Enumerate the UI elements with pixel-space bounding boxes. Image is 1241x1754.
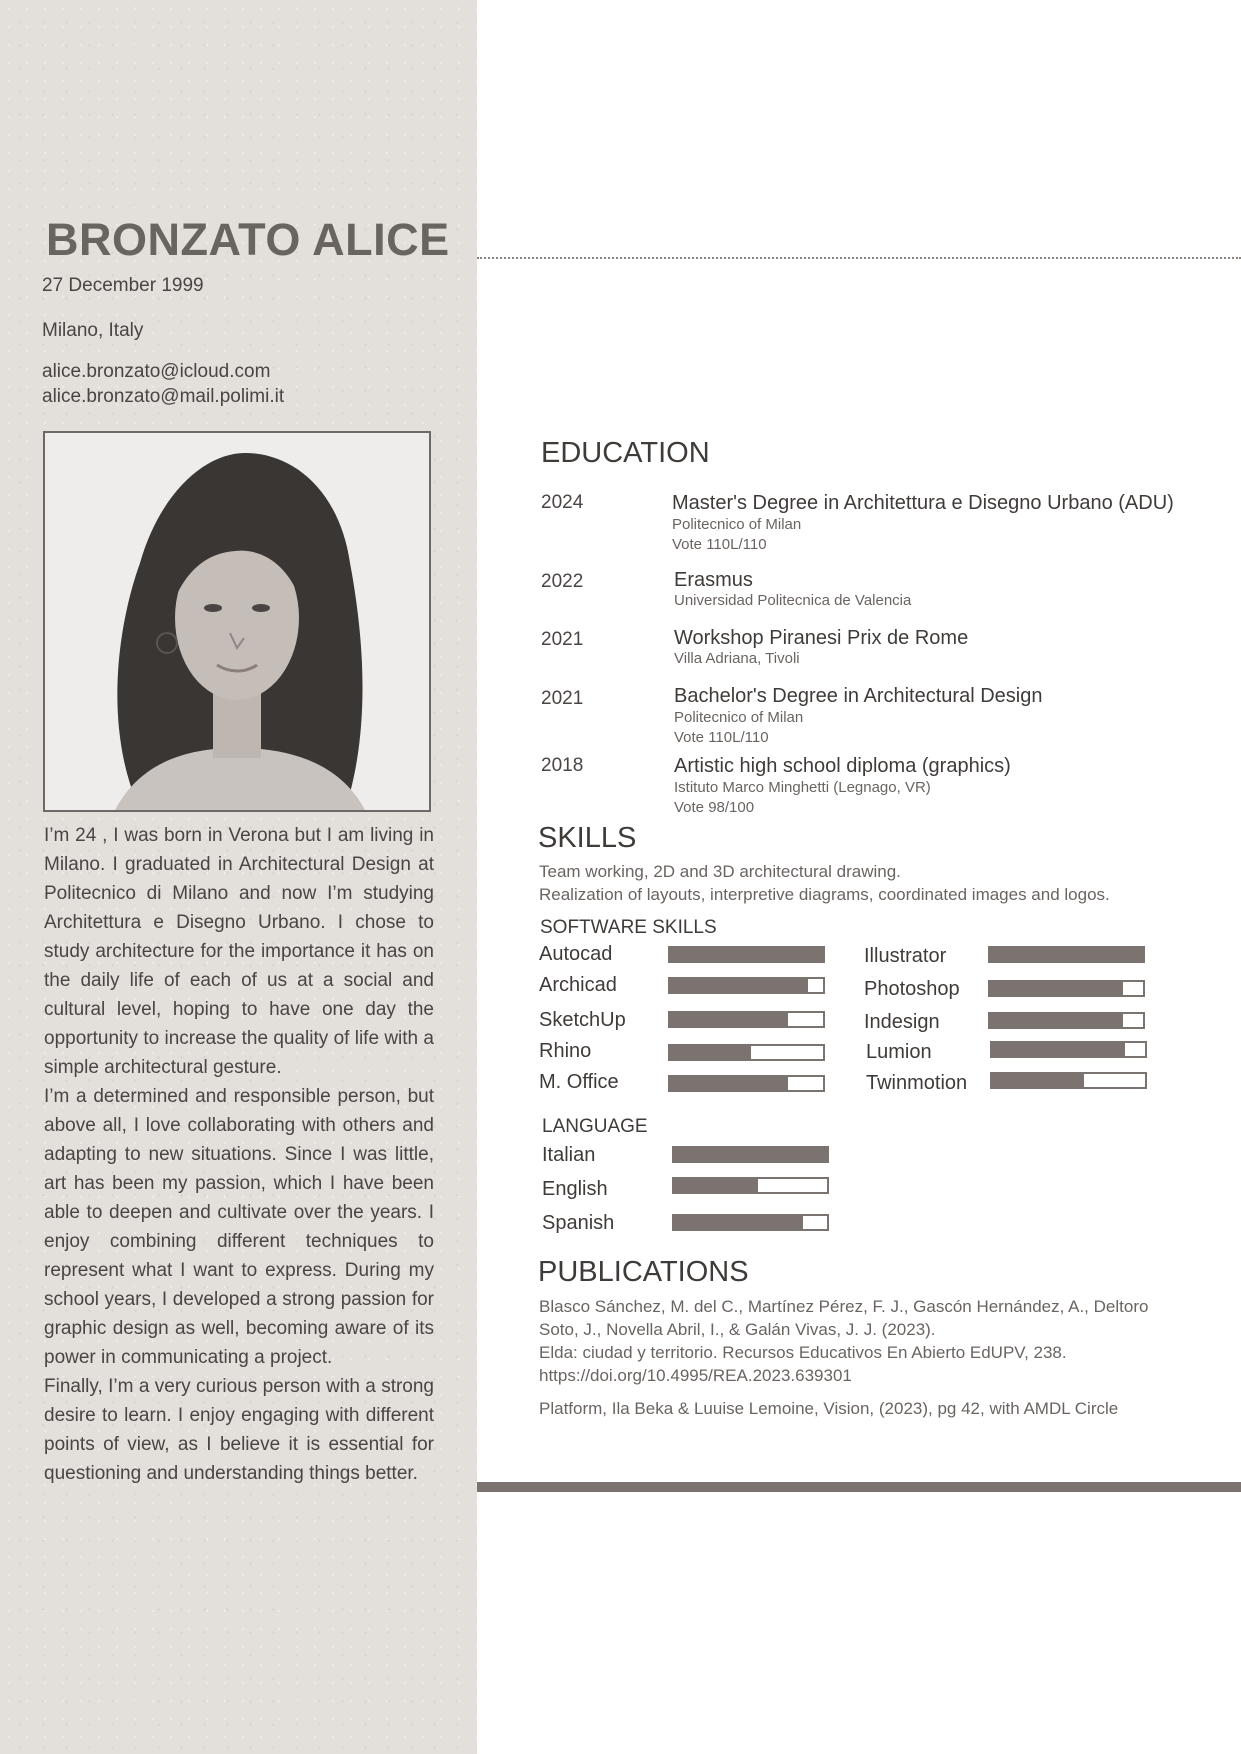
skill-bar-fill <box>670 1013 788 1026</box>
language-bar-fill <box>674 1216 803 1229</box>
skill-label: Illustrator <box>864 945 947 967</box>
skill-label: Twinmotion <box>866 1072 968 1094</box>
software-skills-heading: SOFTWARE SKILLS <box>540 917 717 938</box>
skill-bar <box>668 946 825 963</box>
education-title: Master's Degree in Architettura e Disegno Urbano (ADU) <box>672 492 1174 514</box>
education-detail: Vote 110L/110 <box>674 729 769 746</box>
bottom-divider <box>477 1482 1241 1492</box>
skill-bar <box>990 1041 1147 1058</box>
publication-line: Elda: ciudad y territorio. Recursos Educativos En Abierto EdUPV, 238. <box>539 1343 1067 1362</box>
language-heading: LANGUAGE <box>542 1116 648 1137</box>
bio-paragraph: I’m a determined and responsible person, but above all, I love collaborating with others and adapting to new situations. Since I was little, art has been my passion, which I have been able to deepen and cultivate over the years. I enjoy combining different techniques to represent what I want to express. During my school years, I developed a strong passion for graphic design as well, becoming aware of its power in communicating a project. <box>44 1086 434 1368</box>
education-detail: Istituto Marco Minghetti (Legnago, VR) <box>674 779 931 796</box>
skill-bar-fill <box>992 1074 1084 1087</box>
education-detail: Politecnico of Milan <box>674 709 804 726</box>
skill-bar-fill <box>990 1014 1123 1027</box>
skill-bar-fill <box>670 1077 788 1090</box>
education-title: Workshop Piranesi Prix de Rome <box>674 627 969 649</box>
education-title: Erasmus <box>674 569 753 591</box>
skill-label: Rhino <box>539 1040 592 1062</box>
language-bar <box>672 1177 829 1194</box>
language-label: Spanish <box>542 1212 615 1234</box>
education-detail: Universidad Politecnica de Valencia <box>674 592 912 609</box>
bio-text <box>44 821 434 1488</box>
skill-bar <box>668 1075 825 1092</box>
education-detail: Villa Adriana, Tivoli <box>674 650 800 667</box>
skill-label: SketchUp <box>539 1009 626 1031</box>
language-bar <box>672 1146 829 1163</box>
education-detail: Vote 110L/110 <box>672 536 767 553</box>
language-bar <box>672 1214 829 1231</box>
publication-line: Soto, J., Novella Abril, I., & Galán Vivas, J. J. (2023). <box>539 1320 936 1339</box>
skills-heading: SKILLS <box>538 822 637 854</box>
language-label: Italian <box>542 1144 596 1166</box>
bio-paragraph: Finally, I’m a very curious person with a strong desire to learn. I enjoy engaging with different points of view, as I believe it is essential for questioning and understanding things better. <box>44 1376 434 1484</box>
education-detail: Politecnico of Milan <box>672 516 802 533</box>
skill-bar <box>988 980 1145 997</box>
skill-label: Autocad <box>539 943 613 965</box>
skill-bar-fill <box>992 1043 1125 1056</box>
skill-bar <box>668 1011 825 1028</box>
person-name: BRONZATO ALICE <box>46 214 450 265</box>
language-bar-fill <box>674 1148 827 1161</box>
publication-line: Blasco Sánchez, M. del C., Martínez Pérez, F. J., Gascón Hernández, A., Deltoro <box>539 1297 1149 1316</box>
skill-bar <box>988 946 1145 963</box>
location: Milano, Italy <box>42 320 144 341</box>
birth-date: 27 December 1999 <box>42 275 204 296</box>
skill-label: M. Office <box>539 1071 619 1093</box>
skill-label: Photoshop <box>864 978 960 1000</box>
skills-line: Team working, 2D and 3D architectural drawing. <box>539 862 901 881</box>
skill-label: Lumion <box>866 1041 932 1063</box>
bio-paragraph: I’m 24 , I was born in Verona but I am living in Milano. I graduated in Architectural Design at Politecnico di Milano and now I’m studying Architettura e Disegno Urbano. I chose to study architecture for the importance it has on the daily life of each of us at a social and cultural level, hoping to have one day the opportunity to increase the quality of life with a simple architectural gesture. <box>44 825 434 1078</box>
publication-entry: Platform, Ila Beka & Luuise Lemoine, Vision, (2023), pg 42, with AMDL Circle <box>539 1399 1119 1418</box>
education-year: 2021 <box>541 688 584 709</box>
publication-entry <box>539 1295 1148 1387</box>
skills-line: Realization of layouts, interpretive diagrams, coordinated images and logos. <box>539 885 1110 904</box>
education-title: Bachelor's Degree in Architectural Design <box>674 685 1043 707</box>
education-year: 2018 <box>541 755 584 776</box>
publications-heading: PUBLICATIONS <box>538 1256 749 1288</box>
education-heading: EDUCATION <box>541 437 710 469</box>
email-secondary[interactable]: alice.bronzato@mail.polimi.it <box>42 386 285 407</box>
education-year: 2021 <box>541 629 584 650</box>
education-title: Artistic high school diploma (graphics) <box>674 755 1011 777</box>
skill-bar-fill <box>990 948 1143 961</box>
language-bar-fill <box>674 1179 758 1192</box>
skill-bar <box>668 977 825 994</box>
email-primary[interactable]: alice.bronzato@icloud.com <box>42 361 271 382</box>
skill-bar-fill <box>670 948 823 961</box>
skill-bar-fill <box>670 1046 751 1059</box>
skill-label: Indesign <box>864 1011 940 1033</box>
portrait-image <box>45 433 429 810</box>
education-detail: Vote 98/100 <box>674 799 755 816</box>
skill-bar <box>988 1012 1145 1029</box>
publication-doi-link[interactable]: https://doi.org/10.4995/REA.2023.639301 <box>539 1366 852 1385</box>
skill-bar-fill <box>990 982 1123 995</box>
skill-label: Archicad <box>539 974 617 996</box>
skills-description <box>539 860 1110 906</box>
dotted-divider <box>477 257 1241 259</box>
skill-bar <box>668 1044 825 1061</box>
skill-bar <box>990 1072 1147 1089</box>
language-label: English <box>542 1178 608 1200</box>
education-year: 2022 <box>541 571 584 592</box>
profile-photo <box>43 431 431 812</box>
skill-bar-fill <box>670 979 808 992</box>
education-year: 2024 <box>541 492 584 513</box>
